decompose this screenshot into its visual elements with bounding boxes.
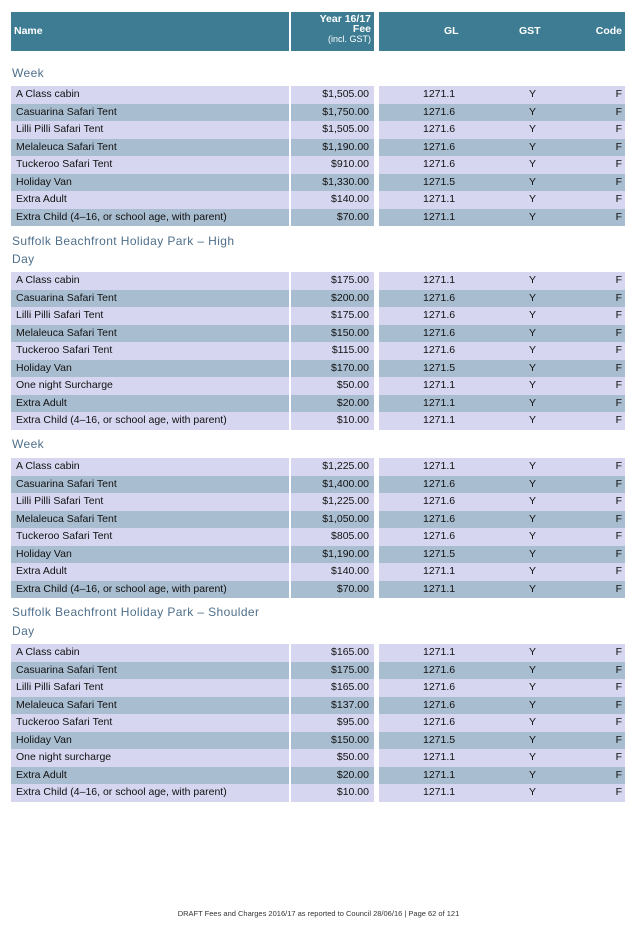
item-codes [379, 377, 625, 395]
section-subtitle: Day [12, 624, 35, 638]
item-gl: 1271.6 [423, 477, 456, 490]
item-gst: Y [529, 646, 537, 658]
table-row [11, 325, 625, 343]
item-codes [379, 360, 625, 378]
item-gst: Y [529, 344, 537, 356]
item-codes [379, 307, 625, 325]
item-gst: Y [529, 175, 537, 188]
item-codes [379, 714, 625, 732]
item-gl: 1271.1 [423, 396, 456, 409]
item-codes [379, 784, 625, 802]
item-code: F [615, 210, 622, 223]
item-codes [379, 139, 625, 157]
item-fee: $170.00 [291, 360, 374, 378]
item-code: F [615, 175, 622, 188]
item-name: Casuarina Safari Tent [11, 290, 289, 308]
item-codes [379, 342, 625, 360]
item-gst: Y [529, 530, 537, 542]
item-code: F [615, 582, 622, 595]
table-row [11, 139, 625, 157]
item-name: A Class cabin [11, 644, 289, 662]
item-code: F [615, 716, 622, 728]
item-codes [379, 732, 625, 750]
item-codes [379, 395, 625, 413]
item-gl: 1271.1 [423, 565, 456, 577]
item-fee: $50.00 [291, 377, 374, 395]
item-fee: $70.00 [291, 581, 374, 599]
table-row [11, 121, 625, 139]
table-row [11, 732, 625, 750]
item-gst: Y [529, 123, 537, 135]
item-gl: 1271.6 [423, 681, 456, 693]
table-row [11, 749, 625, 767]
item-code: F [615, 123, 622, 135]
item-gl: 1271.6 [423, 291, 456, 304]
item-gst: Y [529, 88, 537, 100]
section-subtitle: Day [12, 252, 35, 266]
item-codes [379, 458, 625, 476]
item-gl: 1271.1 [423, 193, 456, 205]
item-code: F [615, 768, 622, 781]
section-title: Suffolk Beachfront Holiday Park – Shoulder [12, 605, 260, 619]
item-gl: 1271.1 [423, 88, 456, 100]
item-code: F [615, 565, 622, 577]
table-row [11, 581, 625, 599]
item-fee: $1,225.00 [291, 458, 374, 476]
item-fee: $137.00 [291, 697, 374, 715]
table-row [11, 307, 625, 325]
item-gst: Y [529, 210, 537, 223]
table-row [11, 546, 625, 564]
item-gl: 1271.1 [423, 768, 456, 781]
item-code: F [615, 309, 622, 321]
item-fee: $1,050.00 [291, 511, 374, 529]
item-name: Melaleuca Safari Tent [11, 697, 289, 715]
table-row [11, 679, 625, 697]
item-codes [379, 104, 625, 122]
item-gl: 1271.6 [423, 140, 456, 153]
item-gl: 1271.1 [423, 274, 456, 286]
item-gst: Y [529, 495, 537, 507]
item-name: Extra Adult [11, 563, 289, 581]
page-footer: DRAFT Fees and Charges 2016/17 as reported to Council 28/06/16 | Page 62 of 121 [177, 909, 460, 918]
item-gl: 1271.6 [423, 495, 456, 507]
table-header [11, 12, 625, 51]
item-codes [379, 546, 625, 564]
item-name: Casuarina Safari Tent [11, 662, 289, 680]
item-name: One night surcharge [11, 749, 289, 767]
table-row [11, 377, 625, 395]
item-gl: 1271.1 [423, 460, 456, 472]
item-codes [379, 272, 625, 290]
item-code: F [615, 396, 622, 409]
item-gst: Y [529, 768, 537, 781]
item-fee: $1,505.00 [291, 86, 374, 104]
table-row [11, 458, 625, 476]
table-row [11, 714, 625, 732]
item-codes [379, 86, 625, 104]
item-code: F [615, 361, 622, 374]
item-fee: $140.00 [291, 191, 374, 209]
item-code: F [615, 379, 622, 391]
item-gl: 1271.6 [423, 344, 456, 356]
item-codes [379, 476, 625, 494]
table-row [11, 662, 625, 680]
item-gl: 1271.5 [423, 733, 456, 746]
header-fee [291, 12, 374, 51]
item-code: F [615, 344, 622, 356]
item-fee: $165.00 [291, 644, 374, 662]
item-fee: $175.00 [291, 272, 374, 290]
item-fee: $95.00 [291, 714, 374, 732]
item-code: F [615, 681, 622, 693]
item-name: Extra Child (4–16, or school age, with parent) [11, 209, 289, 227]
item-gst: Y [529, 582, 537, 595]
table-row [11, 290, 625, 308]
item-fee: $20.00 [291, 395, 374, 413]
section-title: Suffolk Beachfront Holiday Park – High [12, 234, 235, 248]
item-gl: 1271.5 [423, 547, 456, 560]
item-fee: $1,505.00 [291, 121, 374, 139]
item-gst: Y [529, 309, 537, 321]
item-gl: 1271.6 [423, 123, 456, 135]
item-gl: 1271.5 [423, 175, 456, 188]
item-gl: 1271.6 [423, 698, 456, 711]
item-name: Tuckeroo Safari Tent [11, 156, 289, 174]
header-fee-note: (incl. GST) [327, 34, 371, 44]
item-fee: $1,400.00 [291, 476, 374, 494]
header-codes [379, 12, 625, 51]
item-gl: 1271.1 [423, 646, 456, 658]
item-codes [379, 156, 625, 174]
item-codes [379, 290, 625, 308]
item-gl: 1271.5 [423, 361, 456, 374]
item-codes [379, 749, 625, 767]
item-fee: $200.00 [291, 290, 374, 308]
item-codes [379, 662, 625, 680]
item-gst: Y [529, 379, 537, 391]
item-gst: Y [529, 663, 537, 676]
item-codes [379, 209, 625, 227]
item-code: F [615, 414, 622, 426]
table-row [11, 272, 625, 290]
header-fee-year: Year 16/17 [319, 13, 371, 25]
item-fee: $140.00 [291, 563, 374, 581]
item-name: A Class cabin [11, 272, 289, 290]
table-row [11, 644, 625, 662]
item-gst: Y [529, 291, 537, 304]
table-row [11, 209, 625, 227]
item-gst: Y [529, 477, 537, 490]
table-row [11, 174, 625, 192]
item-code: F [615, 663, 622, 676]
item-name: Extra Adult [11, 395, 289, 413]
item-code: F [615, 477, 622, 490]
item-name: Casuarina Safari Tent [11, 104, 289, 122]
item-fee: $10.00 [291, 412, 374, 430]
item-gl: 1271.6 [423, 309, 456, 321]
item-name: Extra Adult [11, 191, 289, 209]
item-gl: 1271.1 [423, 414, 456, 426]
item-code: F [615, 495, 622, 507]
section-title: Week [12, 66, 45, 80]
item-gst: Y [529, 193, 537, 205]
item-gst: Y [529, 681, 537, 693]
item-name: A Class cabin [11, 86, 289, 104]
item-fee: $50.00 [291, 749, 374, 767]
item-code: F [615, 646, 622, 658]
header-code: Code [595, 25, 622, 37]
item-codes [379, 493, 625, 511]
table-row [11, 360, 625, 378]
item-codes [379, 174, 625, 192]
item-name: Tuckeroo Safari Tent [11, 528, 289, 546]
item-name: Tuckeroo Safari Tent [11, 714, 289, 732]
item-gst: Y [529, 512, 537, 525]
item-code: F [615, 140, 622, 153]
item-gst: Y [529, 786, 537, 798]
table-row [11, 191, 625, 209]
item-gst: Y [529, 140, 537, 153]
item-name: Holiday Van [11, 360, 289, 378]
item-fee: $165.00 [291, 679, 374, 697]
item-gl: 1271.6 [423, 663, 456, 676]
table-row [11, 767, 625, 785]
item-codes [379, 191, 625, 209]
item-fee: $175.00 [291, 662, 374, 680]
item-gst: Y [529, 751, 537, 763]
table-row [11, 563, 625, 581]
table-row [11, 697, 625, 715]
item-gl: 1271.6 [423, 326, 456, 339]
item-code: F [615, 786, 622, 798]
item-name: Holiday Van [11, 546, 289, 564]
item-fee: $20.00 [291, 767, 374, 785]
table-row [11, 784, 625, 802]
item-fee: $1,225.00 [291, 493, 374, 511]
table-row [11, 511, 625, 529]
item-code: F [615, 274, 622, 286]
item-gst: Y [529, 158, 537, 170]
item-codes [379, 697, 625, 715]
table-row [11, 86, 625, 104]
item-codes [379, 644, 625, 662]
header-gl: GL [444, 25, 459, 37]
item-name: One night Surcharge [11, 377, 289, 395]
table-row [11, 412, 625, 430]
item-fee: $1,330.00 [291, 174, 374, 192]
item-name: Melaleuca Safari Tent [11, 139, 289, 157]
table-row [11, 493, 625, 511]
item-codes [379, 121, 625, 139]
header-gst: GST [519, 25, 541, 37]
table-row [11, 104, 625, 122]
item-code: F [615, 751, 622, 763]
item-gst: Y [529, 361, 537, 374]
table-row [11, 528, 625, 546]
item-gst: Y [529, 396, 537, 409]
item-gst: Y [529, 274, 537, 286]
item-codes [379, 511, 625, 529]
item-codes [379, 528, 625, 546]
item-name: Extra Child (4–16, or school age, with parent) [11, 581, 289, 599]
item-gst: Y [529, 716, 537, 728]
item-fee: $175.00 [291, 307, 374, 325]
header-fee-label: Fee [352, 23, 371, 35]
item-name: A Class cabin [11, 458, 289, 476]
item-name: Holiday Van [11, 732, 289, 750]
item-code: F [615, 547, 622, 560]
item-name: Lilli Pilli Safari Tent [11, 121, 289, 139]
item-fee: $115.00 [291, 342, 374, 360]
item-name: Lilli Pilli Safari Tent [11, 679, 289, 697]
item-code: F [615, 460, 622, 472]
item-gl: 1271.1 [423, 751, 456, 763]
item-gst: Y [529, 698, 537, 711]
item-gst: Y [529, 326, 537, 339]
item-fee: $1,190.00 [291, 139, 374, 157]
item-fee: $805.00 [291, 528, 374, 546]
item-gst: Y [529, 414, 537, 426]
item-name: Lilli Pilli Safari Tent [11, 307, 289, 325]
item-fee: $150.00 [291, 325, 374, 343]
item-code: F [615, 512, 622, 525]
item-gl: 1271.1 [423, 210, 456, 223]
header-name: Name [11, 12, 289, 51]
item-code: F [615, 326, 622, 339]
item-gl: 1271.1 [423, 786, 456, 798]
table-row [11, 395, 625, 413]
item-codes [379, 412, 625, 430]
item-codes [379, 767, 625, 785]
item-name: Casuarina Safari Tent [11, 476, 289, 494]
item-name: Extra Child (4–16, or school age, with parent) [11, 412, 289, 430]
item-gl: 1271.6 [423, 716, 456, 728]
item-fee: $910.00 [291, 156, 374, 174]
item-code: F [615, 88, 622, 100]
item-code: F [615, 291, 622, 304]
item-gst: Y [529, 460, 537, 472]
item-fee: $1,750.00 [291, 104, 374, 122]
item-gl: 1271.1 [423, 379, 456, 391]
item-code: F [615, 733, 622, 746]
item-gl: 1271.6 [423, 158, 456, 170]
item-fee: $70.00 [291, 209, 374, 227]
item-code: F [615, 530, 622, 542]
item-code: F [615, 158, 622, 170]
item-name: Melaleuca Safari Tent [11, 325, 289, 343]
item-name: Lilli Pilli Safari Tent [11, 493, 289, 511]
item-name: Extra Adult [11, 767, 289, 785]
table-row [11, 342, 625, 360]
item-codes [379, 581, 625, 599]
item-gst: Y [529, 105, 537, 118]
item-gl: 1271.6 [423, 105, 456, 118]
item-code: F [615, 193, 622, 205]
item-name: Extra Child (4–16, or school age, with parent) [11, 784, 289, 802]
item-gst: Y [529, 733, 537, 746]
item-gst: Y [529, 565, 537, 577]
section-title: Week [12, 437, 45, 451]
item-fee: $1,190.00 [291, 546, 374, 564]
item-gl: 1271.6 [423, 530, 456, 542]
item-gl: 1271.1 [423, 582, 456, 595]
item-codes [379, 679, 625, 697]
table-row [11, 156, 625, 174]
item-fee: $10.00 [291, 784, 374, 802]
item-code: F [615, 105, 622, 118]
item-code: F [615, 698, 622, 711]
item-name: Holiday Van [11, 174, 289, 192]
item-gst: Y [529, 547, 537, 560]
item-codes [379, 563, 625, 581]
table-row [11, 476, 625, 494]
item-name: Tuckeroo Safari Tent [11, 342, 289, 360]
item-name: Melaleuca Safari Tent [11, 511, 289, 529]
item-gl: 1271.6 [423, 512, 456, 525]
item-fee: $150.00 [291, 732, 374, 750]
item-codes [379, 325, 625, 343]
